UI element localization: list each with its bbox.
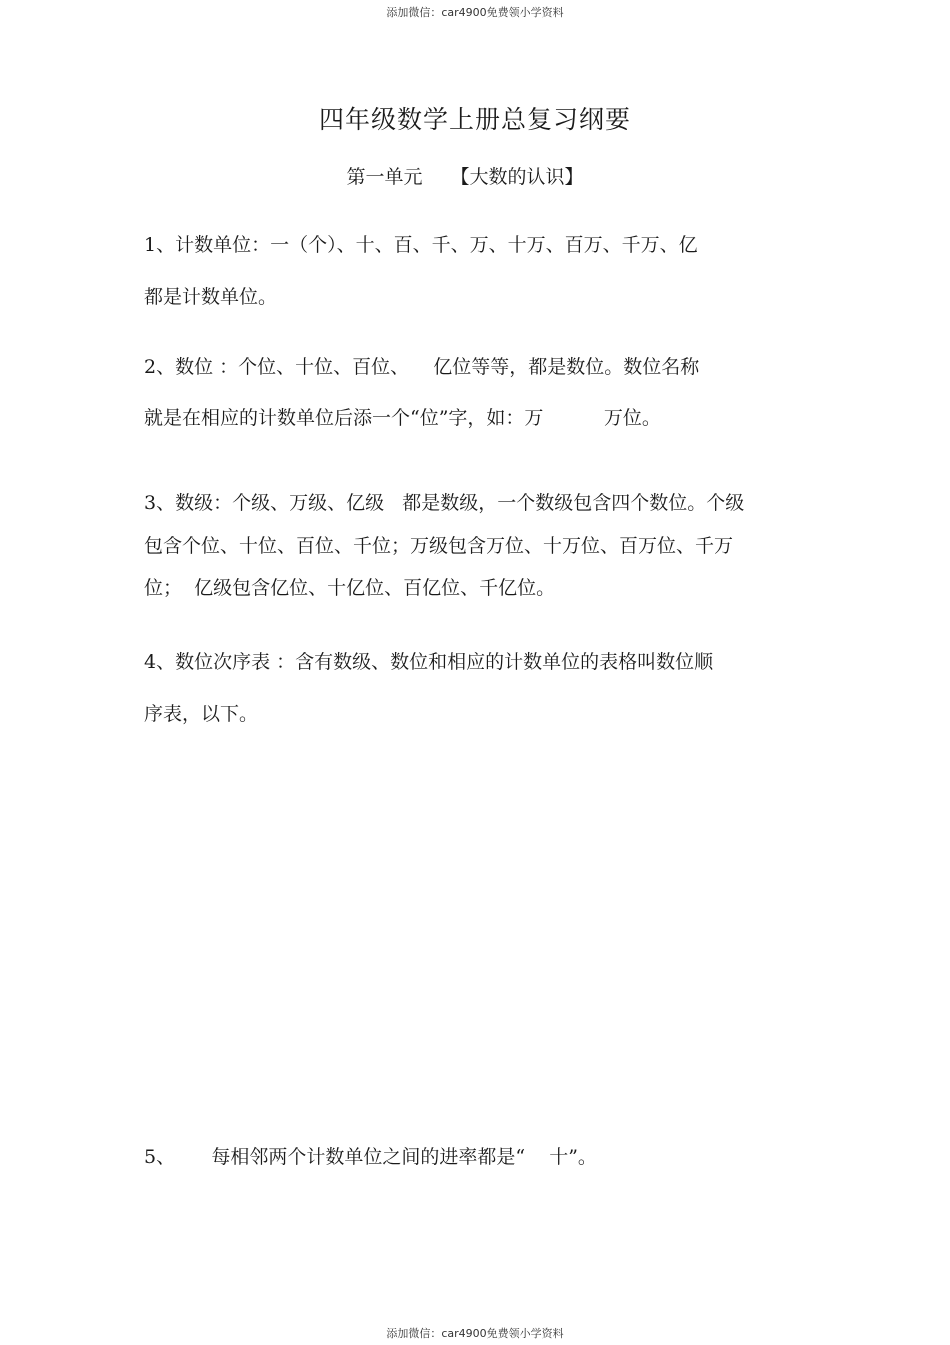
- unit-label: 第一单元: [346, 166, 423, 188]
- paragraph-3-line-1: 3、数级：个级、万级、亿级 都是数级，一个数级包含四个数位。个级: [144, 492, 745, 514]
- paragraph-3-line-3: 位； 亿级包含亿位、十亿位、百亿位、千亿位。: [144, 577, 556, 599]
- paragraph-1-line-1: 1、计数单位：一（个）、十、百、千、万、十万、百万、千万、亿: [144, 234, 698, 256]
- paragraph-4-line-2: 序表，以下。: [144, 703, 259, 725]
- paragraph-2-line-1: 2、数位 ：个位、十位、百位、 亿位等等，都是数位。数位名称: [144, 356, 700, 378]
- paragraph-5-line-1: 5、 每相邻两个计数单位之间的进率都是“ 十”。: [144, 1146, 597, 1168]
- page-title: 四年级数学上册总复习纲要: [318, 105, 631, 134]
- paragraph-1-line-2: 都是计数单位。: [144, 286, 278, 308]
- paragraph-3-line-2: 包含个位、十位、百位、千位；万级包含万位、十万位、百万位、千万: [144, 535, 734, 557]
- paragraph-2-line-2: 就是在相应的计数单位后添一个“位”字，如：万 万位。: [144, 407, 661, 429]
- paragraph-4-line-1: 4、数位次序表 ：含有数级、数位和相应的计数单位的表格叫数位顺: [144, 651, 714, 673]
- unit-heading: [0, 162, 930, 189]
- watermark-top: 添加微信：car4900免费领小学资料: [386, 6, 564, 19]
- unit-name: 【大数的认识】: [450, 166, 584, 188]
- watermark-bottom: 添加微信：car4900免费领小学资料: [386, 1327, 564, 1340]
